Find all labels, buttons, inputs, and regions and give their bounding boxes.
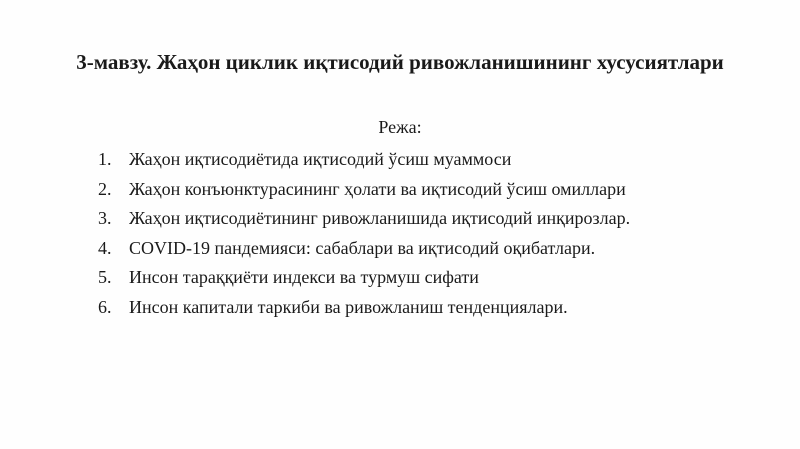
list-item [98, 145, 778, 175]
list-item-number: 1. [98, 149, 112, 169]
list-item-number: 3. [98, 208, 112, 228]
list-item-number: 4. [98, 237, 112, 258]
list-item-number: 5. [98, 267, 112, 287]
list-item-text: Жаҳон иқтисодиётида иқтисодий ўсиш муаммоси [129, 149, 512, 169]
list-item-text: Инсон капитали таркиби ва ривожланиш тенденциялари. [129, 296, 568, 317]
list-item-number: 6. [98, 296, 112, 317]
list-item-text: COVID-19 пандемияси: сабаблари ва иқтисодий оқибатлари. [129, 237, 596, 258]
slide-title: 3-мавзу. Жаҳон циклик иқтисодий ривожланишининг хусусиятлари [76, 50, 724, 74]
list-item [98, 234, 778, 264]
list-item-text: Жаҳон иқтисодиётининг ривожланишида иқтисодий инқирозлар. [129, 208, 631, 228]
list-item [98, 263, 778, 293]
list-item [98, 175, 778, 205]
list-item [98, 293, 778, 323]
plan-heading: Режа: [378, 117, 422, 137]
list-item [98, 204, 778, 234]
list-item-number: 2. [98, 178, 112, 199]
list-item-text: Инсон тараққиёти индекси ва турмуш сифати [129, 267, 479, 287]
plan-list [98, 145, 778, 322]
list-item-text: Жаҳон конъюнктурасининг ҳолати ва иқтисодий ўсиш омиллари [129, 178, 626, 199]
